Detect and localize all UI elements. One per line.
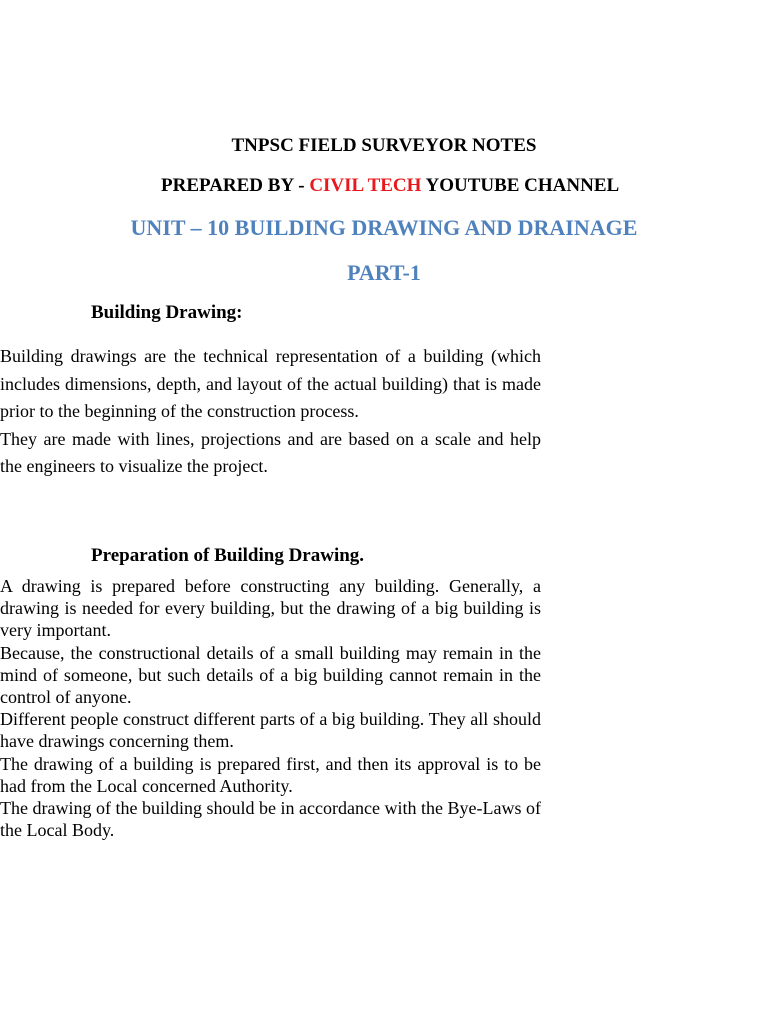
list-item <box>0 343 541 426</box>
list-item <box>0 575 541 642</box>
prepared-by-suffix: YOUTUBE CHANNEL <box>421 175 620 196</box>
list-item-text: The drawing of a building is prepared first, and then its approval is to be had from the Local concerned Authority. <box>0 753 541 796</box>
list-item-text: Because, the constructional details of a small building may remain in the mind of someone, but such details of a big building cannot remain in the control of anyone. <box>0 642 541 708</box>
unit-title: UNIT – 10 BUILDING DRAWING AND DRAINAGE <box>130 215 638 240</box>
prepared-by-prefix: PREPARED BY - <box>161 175 310 196</box>
prepared-by-line <box>161 175 619 197</box>
building-drawing-list <box>0 343 541 481</box>
list-item <box>0 753 541 797</box>
preparation-list <box>0 575 541 841</box>
part-title: PART-1 <box>347 260 421 285</box>
list-item <box>0 708 541 752</box>
list-item-text: Different people construct different parts of a big building. They all should have drawings concerning them. <box>0 709 541 752</box>
list-item-text: The drawing of the building should be in accordance with the Bye-Laws of the Local Body. <box>0 798 541 841</box>
section-heading-building-drawing: Building Drawing: <box>91 302 243 323</box>
list-item <box>0 797 541 841</box>
list-item-text: A drawing is prepared before constructing any building. Generally, a drawing is needed for every building, but the drawing of a big building is very important. <box>0 576 541 641</box>
section-heading-preparation: Preparation of Building Drawing. <box>91 545 365 566</box>
list-item <box>0 426 541 481</box>
list-item-text: Building drawings are the technical representation of a building (which includes dimensions, depth, and layout of the actual building) that is made prior to the beginning of the construction process. <box>0 346 541 421</box>
document-title: TNPSC FIELD SURVEYOR NOTES <box>231 135 537 156</box>
channel-brand-name: CIVIL TECH <box>309 175 422 196</box>
list-item-text: They are made with lines, projections and are based on a scale and help the engineers to visualize the project. <box>0 428 541 476</box>
list-item <box>0 642 541 709</box>
